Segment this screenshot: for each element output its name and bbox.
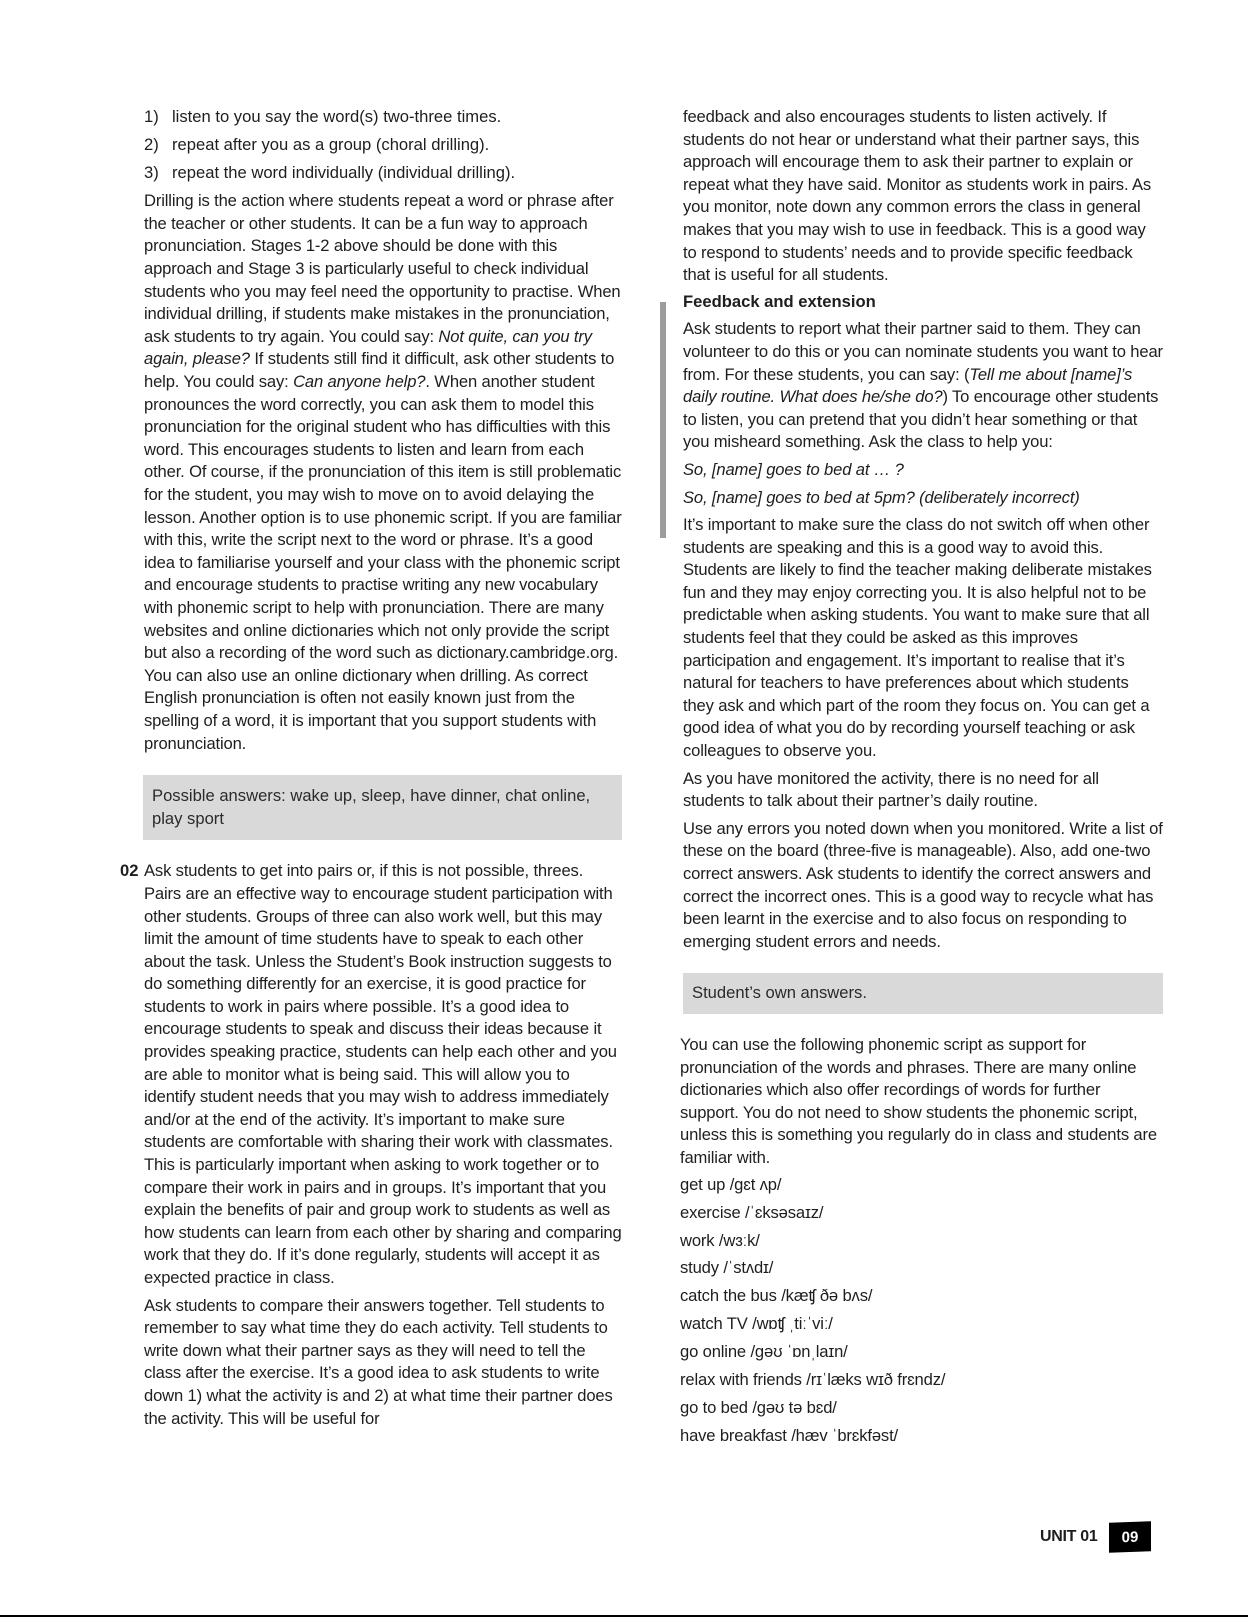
phonemic-item: relax with friends /rɪˈlæks wɪð frɛndz/: [680, 1370, 946, 1390]
phonemic-item: watch TV /wɒʧ ˌtiːˈviː/: [680, 1314, 833, 1334]
phonemic-item: go online /gəʊ ˈɒnˌlaɪn/: [680, 1342, 848, 1362]
text-run: Another option is to use phonemic script. If you are familiar with this, write the script next to the word or phrase. It’s a good idea to familiarise yourself and your class with the phonemic script and encourage students to practise writing any new vocabulary with phonemic script to help with pronunciation. There are many websites and online dictionaries which not only provide the script but also a recording of the word such as dictionary.cambridge.org. You can also use an online dictionary when drilling. As correct English pronunciation is often not easily known just from the spelling of a word, it is important that you support students with pronunciation.: [144, 507, 622, 753]
continuation-paragraph: feedback and also encourages students to listen actively. If students do not hear or understand what their partner says, this approach will encourage them to ask their partner to explain or repeat what they have said. Monitor as students work in pairs. As you monitor, note down any common errors the class in general makes that you may wish to use in feedback. This is a good way to respond to students’ needs and to provide specific feedback that is useful for all students.: [683, 107, 1152, 285]
page-footer: [1040, 1522, 1151, 1552]
step-text: listen to you say the word(s) two-three times.: [172, 107, 502, 126]
text-run: If students still find it difficult, ask other students to help. You could say:: [144, 349, 615, 392]
phonemic-item: have breakfast /hæv ˈbrɛkfəst/: [680, 1426, 899, 1446]
text-run: Drilling is the action where students repeat a word or phrase after the teacher or other students. It can be a fun way to approach pronunciation. Stages 1-2 above should be done with this approach and Stage 3 is particularly useful to check individual students who you may feel need the opportunity to practise. When individual drilling, if students make mistakes in the pronunciation, ask students to try again. You could say:: [144, 191, 621, 346]
example-sentence: [683, 487, 1163, 510]
step-number: 2): [144, 135, 159, 155]
text-run: . When another student pronounces the word correctly, you can ask them to model this pronunciation for the original student who has difficulties with this word. This encourages students to listen and learn from each other. Of course, if the pronunciation of this item is still problematic for the student, you may wish to move on to avoid delaying the lesson.: [144, 372, 622, 527]
students-own-answers-box: Student’s own answers.: [683, 973, 1163, 1014]
step-item: [144, 106, 622, 129]
step-text: repeat after you as a group (choral drilling).: [172, 135, 490, 155]
example-text: So, [name] goes to bed at 5pm? (deliberately incorrect): [683, 487, 1080, 507]
right-column: [680, 106, 1163, 1453]
step-number: 1): [144, 107, 159, 126]
text-run: ) To encourage other students to listen, you can pretend that you didn’t hear something or that you misheard something. Ask the class to help you:: [683, 387, 1159, 452]
phonemic-item: study /ˈstʌdɪ/: [680, 1258, 774, 1278]
example-text: So, [name] goes to bed at … ?: [683, 459, 904, 479]
compare-answers-paragraph: Ask students to compare their answers together. Tell students to remember to say what time they do each activity. Tell students to write down what their partner says as they will need to tell the class after the exercise. It’s a good idea to ask students to write down 1) what the activity is and 2) at what time their partner does the activity. This will be useful for: [144, 1295, 613, 1428]
step-item: [144, 134, 622, 157]
drilling-steps-list: [144, 106, 622, 185]
possible-answers-box: Possible answers: wake up, sleep, have dinner, chat online, play sport: [143, 775, 622, 840]
text-run: Ask students to report what their partner said to them. They can volunteer to do this or you can nominate students you want to hear from. For these students, you can say: (: [683, 319, 1163, 384]
pairs-paragraph: Ask students to get into pairs or, if this is not possible, threes. Pairs are an effective way to encourage student participation with other students. Groups of three can also work well, but this may limit the amount of time students have to speak to each other about the task. Unless the Student’s Book instruction suggests to do something differently for an exercise, it is good practice for students to work in pairs where possible. It’s a good idea to encourage students to speak and discuss their ideas because it provides speaking practice, students can help each other and you are able to monitor what is being said. This will allow you to identify student needs that you may wish to address immediately and/or at the end of the activity. It’s important to make sure students are comfortable with sharing their work with classmates. This is particularly important when asking to work together or to compare their work in pairs and in groups. It’s important that you explain the benefits of pair and group work to students as well as how students can learn from each other by sharing and comparing work that they do. If it’s done regularly, students will accept it as expected practice in class.: [144, 861, 622, 1287]
step-item: [144, 162, 622, 185]
phonemic-item: exercise /ˈɛksəsaɪz/: [680, 1202, 824, 1222]
example-phrase: Can anyone help?: [293, 372, 426, 392]
example-sentence: [683, 459, 1163, 482]
errors-paragraph: Use any errors you noted down when you monitored. Write a list of these on the board (three-five is manageable). Also, add one-two correct answers. Ask students to identify the correct answers and correct the incorrect ones. This is a good way to recycle what has been learnt in the exercise and to also focus on responding to emerging student errors and needs.: [683, 818, 1163, 951]
left-column: [120, 106, 622, 1430]
step-text: repeat the word individually (individual drilling).: [172, 163, 516, 183]
page-number-badge: 09: [1109, 1521, 1151, 1552]
phonemic-item: go to bed /gəʊ tə bɛd/: [680, 1398, 837, 1418]
section-marker-bar: [660, 302, 666, 538]
step-number: 3): [144, 163, 159, 183]
phonemic-intro-paragraph: You can use the following phonemic script as support for pronunciation of the words and phrases. There are many online dictionaries which also offer recordings of words for further support. You do not need to show students the phonemic script, unless this is something you regularly do in class and students are familiar with.: [680, 1034, 1157, 1167]
exercise-02: [120, 860, 622, 1430]
feedback-paragraph: [683, 318, 1163, 454]
phonemic-item: get up /gɛt ʌp/: [680, 1174, 782, 1194]
important-paragraph: It’s important to make sure the class do not switch off when other students are speaking and this is a good way to avoid this. Students are likely to find the teacher making deliberate mistakes fun and they may enjoy correcting you. It is also helpful not to be predictable when asking students. You want to make sure that all students feel that they could be asked as this improves participation and engagement. It’s important to realise that it’s natural for teachers to have preferences about which students they ask and which part of the room they focus on. You can get a good idea of what you do by recording yourself teaching or ask colleagues to observe you.: [683, 515, 1152, 761]
example-phrase: Tell me about [name]’s daily routine. What does he/she do?: [683, 364, 1133, 407]
section-heading: Feedback and extension: [683, 291, 876, 311]
drilling-paragraph: [144, 190, 622, 755]
phonemic-item: work /wɜːk/: [680, 1230, 760, 1250]
phonemic-list: [680, 1174, 1163, 1448]
example-phrase: Not quite, can you try again, please?: [144, 326, 592, 369]
unit-label: UNIT 01: [1040, 1528, 1098, 1545]
monitored-paragraph: As you have monitored the activity, there is no need for all students to talk about their partner’s daily routine.: [683, 768, 1099, 811]
exercise-number: 02: [120, 861, 139, 881]
phonemic-item: catch the bus /kæʧ ðə bʌs/: [680, 1286, 873, 1306]
